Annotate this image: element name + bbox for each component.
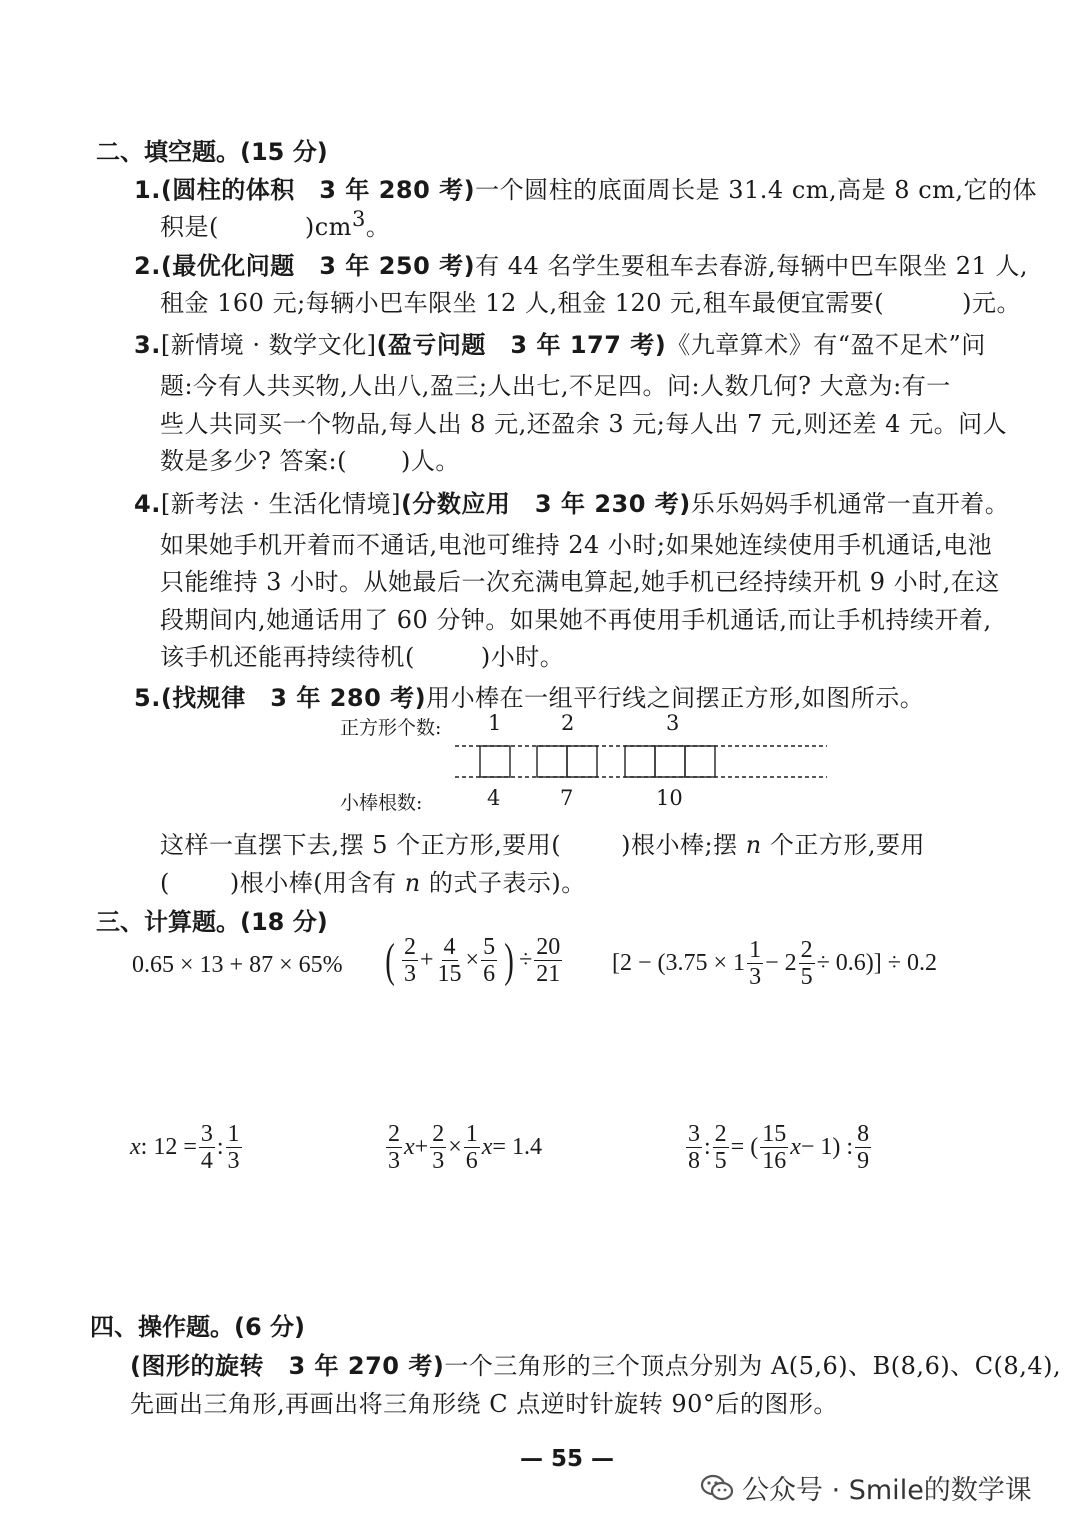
equation-2: [384, 1122, 542, 1173]
fraction: $\frac{20}{21}$: [536, 934, 561, 987]
section4-line2: 先画出三角形,再画出将三角形绕 C 点逆时针旋转 90°后的图形。: [130, 1390, 838, 1418]
q3-text1: 《九章算术》有“盈不足术”问: [666, 331, 986, 359]
left-paren: (: [385, 933, 395, 987]
section4-tag: (图形的旋转 3 年 270 考): [130, 1352, 445, 1380]
q5-line2: [160, 825, 925, 860]
q3-number: 3.: [134, 331, 161, 359]
q4-number: 4.: [134, 490, 161, 518]
q1-superscript: 3: [351, 207, 366, 231]
equation-3: [684, 1122, 873, 1173]
q5-text2c: 个正方形,要用: [769, 831, 925, 859]
figure-label-sticks: 小棒根数:: [340, 792, 423, 814]
figure-square-count-2: 2: [561, 711, 575, 735]
figure-label-squares: 正方形个数:: [340, 717, 442, 739]
q5-text2a: 这样一直摆下去,摆 5 个正方形,要用(: [160, 831, 562, 859]
operator: :: [216, 1134, 224, 1160]
q5-text2b: )根小棒;摆: [621, 831, 738, 859]
fraction: $\frac{3}{4}$: [200, 1121, 213, 1174]
var-x: x: [790, 1134, 801, 1160]
figure-stick-count-3: 10: [656, 786, 683, 810]
expr-part: : 12 =: [140, 1134, 197, 1160]
figure-stick-count-1: 4: [487, 786, 501, 810]
q1-line2: [160, 207, 390, 242]
q4-text1: 乐乐妈妈手机通常一直开着。: [690, 490, 1010, 518]
q5-text3c: 的式子表示)。: [428, 869, 586, 897]
expr-part: ÷ 0.6)] ÷ 0.2: [816, 950, 937, 976]
q1-text2c: 。: [365, 213, 391, 241]
q5-text3b: )根小棒(用含有: [229, 869, 397, 897]
q2-line1: [134, 246, 1028, 281]
right-paren: ): [504, 933, 514, 987]
expr-part: [2 − (3.75 × 1: [612, 950, 746, 976]
page-number: — 55 —: [520, 1446, 615, 1472]
q5-text1: 用小棒在一组平行线之间摆正方形,如图所示。: [426, 684, 925, 712]
q1-number: 1.: [134, 176, 161, 204]
q4-bracket-tag: [新考法 · 生活化情境]: [160, 490, 401, 518]
expr-part: = (: [730, 1134, 759, 1160]
q5-var-n-2: n: [404, 869, 421, 897]
watermark: [700, 1468, 1032, 1507]
fraction: $\frac{2}{3}$: [403, 934, 416, 987]
calc-expression-2: [380, 935, 564, 986]
q4-text5b: )小时。: [480, 643, 565, 671]
expr-part: = 1.4: [492, 1134, 542, 1160]
q5-number: 5.: [134, 684, 161, 712]
var-x: x: [130, 1134, 141, 1160]
var-x: x: [481, 1134, 493, 1160]
operator: :: [704, 1134, 711, 1160]
section4-text1: 一个三角形的三个顶点分别为 A(5,6)、B(8,6)、C(8,4),: [444, 1352, 1062, 1380]
fraction: $\frac{2}{5}$: [800, 937, 813, 990]
q5-line1: [134, 678, 924, 713]
q4-line1: [134, 484, 1009, 519]
section2-title: 二、填空题。(15 分): [96, 138, 328, 166]
wechat-icon: [700, 1473, 734, 1503]
section4-title: 四、操作题。(6 分): [90, 1313, 305, 1341]
fraction: $\frac{8}{9}$: [857, 1121, 870, 1174]
fraction: $\frac{1}{6}$: [465, 1121, 478, 1174]
operator: ×: [465, 947, 480, 973]
fraction: $\frac{15}{16}$: [762, 1121, 787, 1174]
operator: ÷: [519, 947, 533, 973]
section4-line1: [130, 1346, 1061, 1381]
operator: ×: [448, 1134, 462, 1160]
q3-tag: (盈亏问题 3 年 177 考): [376, 331, 667, 359]
figure-square-count-1: 1: [488, 711, 502, 735]
figure-stick-count-2: 7: [560, 786, 574, 810]
var-x: x: [404, 1134, 415, 1160]
q5-text3a: (: [160, 869, 170, 897]
fraction: $\frac{3}{8}$: [688, 1121, 700, 1174]
fraction: $\frac{1}{3}$: [749, 937, 762, 990]
q1-tag: (圆柱的体积 3 年 280 考): [160, 176, 476, 204]
equation-1: [130, 1122, 244, 1173]
q4-tag: (分数应用 3 年 230 考): [400, 490, 691, 518]
fraction: $\frac{1}{3}$: [227, 1121, 240, 1174]
q4-line4: 段期间内,她通话用了 60 分钟。如果她不再使用手机通话,而让手机持续开着,: [160, 606, 992, 634]
q3-line4: [160, 441, 460, 476]
q2-number: 2.: [134, 252, 161, 280]
operator: +: [414, 1134, 429, 1160]
q1-text: 一个圆柱的底面周长是 31.4 cm,高是 8 cm,它的体: [475, 176, 1038, 204]
q5-line3: [160, 863, 586, 898]
fraction: $\frac{5}{6}$: [483, 934, 496, 987]
q2-text2b: )元。: [962, 289, 1022, 317]
watermark-text: 公众号 · Smile的数学课: [742, 1475, 1032, 1506]
q5-var-n: n: [745, 831, 762, 859]
q2-line2: [160, 283, 1021, 318]
fraction: $\frac{4}{15}$: [437, 934, 462, 987]
q5-tag: (找规律 3 年 280 考): [160, 684, 427, 712]
calc-expression-1: 0.65 × 13 + 87 × 65%: [132, 952, 343, 978]
q3-line2: 题:今有人共买物,人出八,盈三;人出七,不足四。问:人数几何? 大意为:有一: [160, 372, 951, 400]
q1-text2b: )cm: [304, 213, 352, 241]
q2-tag: (最优化问题 3 年 250 考): [160, 252, 476, 280]
q3-text4a: 数是多少? 答案:(: [160, 447, 347, 475]
q4-text5a: 该手机还能再持续待机(: [160, 643, 415, 671]
calc-expression-3: [612, 938, 937, 989]
figure-square-count-3: 3: [666, 711, 680, 735]
q4-line2: 如果她手机开着而不通话,电池可维持 24 小时;如果她连续使用手机通话,电池: [160, 531, 993, 559]
q4-line5: [160, 637, 564, 672]
fraction: $\frac{2}{5}$: [714, 1121, 727, 1174]
square-sticks-figure: [455, 740, 835, 784]
q3-bracket-tag: [新情境 · 数学文化]: [160, 331, 377, 359]
operator: +: [419, 947, 434, 973]
q1-text2a: 积是(: [160, 213, 219, 241]
q3-line1: [134, 325, 986, 360]
q3-line3: 些人共同买一个物品,每人出 8 元,还盈余 3 元;每人出 7 元,则还差 4 元。问人: [160, 410, 1008, 438]
q2-text: 有 44 名学生要租车去春游,每辆中巴车限坐 21 人,: [475, 252, 1028, 280]
q4-line3: 只能维持 3 小时。从她最后一次充满电算起,她手机已经持续开机 9 小时,在这: [160, 568, 1000, 596]
section3-title: 三、计算题。(18 分): [96, 908, 328, 936]
q1-line1: [134, 170, 1037, 205]
q3-text4b: )人。: [400, 447, 460, 475]
expr-part: − 1) :: [800, 1134, 854, 1160]
fraction: $\frac{2}{3}$: [432, 1121, 445, 1174]
fraction: $\frac{2}{3}$: [388, 1121, 400, 1174]
q2-text2a: 租金 160 元;每辆小巴车限坐 12 人,租金 120 元,租车最便宜需要(: [160, 289, 885, 317]
expr-part: − 2: [765, 950, 797, 976]
